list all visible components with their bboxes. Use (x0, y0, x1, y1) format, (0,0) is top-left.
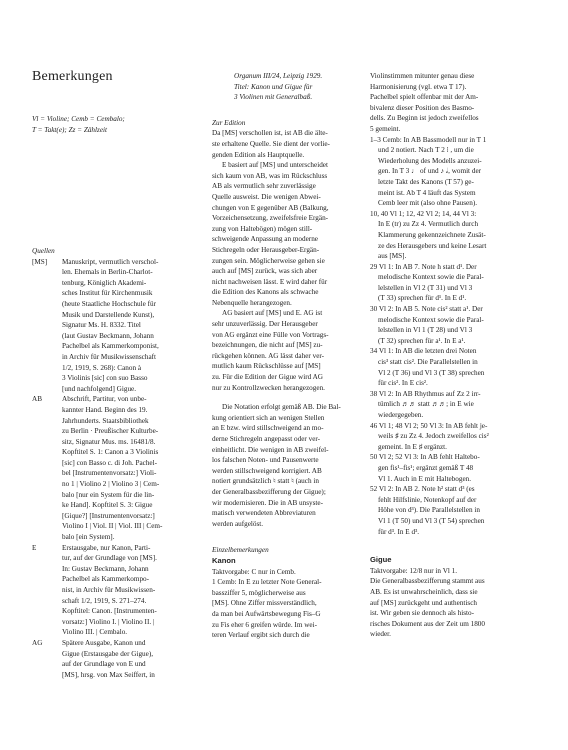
text-line: Titel: Kanon und Gigue für (234, 82, 313, 91)
text-line: mutlich kaum Rückschlüsse auf [MS] (212, 362, 321, 371)
text-line: sitz, Signatur Mus. ms. 16481/8. (62, 437, 156, 446)
text-line: 38 Vl 2: In AB Rhythmus auf Zz 2 irr- (370, 389, 481, 398)
text-line: Taktvorgabe: 12/8 nur in Vl 1. (370, 566, 458, 575)
text-line: (laut Gustav Beckmann, Johann (62, 331, 154, 340)
source-siglum: AG (32, 638, 43, 647)
text-line: 10, 40 Vl 1; 12, 42 Vl 2; 14, 44 Vl 3: (370, 209, 477, 218)
text-line: Taktvorgabe: C nur in Cemb. (212, 567, 296, 576)
source-entry (32, 638, 194, 680)
text-line: und 2 notiert. Nach T 2 ⁞ , um die (378, 146, 474, 155)
text-line: für d³. In E d³. (378, 527, 420, 536)
text-line: 29 Vl 1: In AB 7. Note h statt d¹. Der (370, 262, 477, 271)
text-line: 30 Vl 2: In AB 5. Note cis² statt a¹. Der (370, 305, 483, 314)
text-line: lelstellen in Vl 1 (T 28) und Vl 3 (378, 326, 473, 335)
note-entry (370, 135, 538, 209)
sources-list (32, 257, 194, 681)
abbrev-line: Vl = Violine; Cemb = Cembalo; (32, 115, 125, 123)
text-line: Kopftitel: Canon. [Instrumenten- (62, 607, 157, 616)
text-line: Klammerung gekennzeichnete Zusät- (378, 230, 486, 239)
text-line: werden aufgelöst. (212, 519, 264, 528)
text-line: tur, auf der Grundlage von [MS]. (62, 554, 157, 563)
gigue-heading: Gigue (370, 555, 392, 565)
text-line: meint ist. Ab T 4 läuft das System (378, 188, 476, 197)
text-line: Jahrhunderts. Staatsbibliothek (62, 416, 149, 425)
text-line: von AG ergänzt eine Fülle von Vortrags- (212, 330, 329, 339)
note-entry (370, 304, 538, 346)
text-line: da man bei Aufwärtsbewegung Fis–G (212, 609, 321, 618)
text-line: notiert grundsätzlich ♮ statt ♮ (auch in (212, 477, 319, 486)
text-line: (T 33) sprechen für d¹. In E d¹. (378, 294, 467, 303)
text-line: 52 Vl 2: In AB 2. Note h² statt d³ (es (370, 485, 475, 494)
text-line: wieder. (370, 630, 391, 639)
text-line: Kopftitel S. 1: Canon a 3 Violinis (62, 448, 159, 457)
text-line: wir modernisieren. Die in AB unsyste- (212, 498, 323, 507)
text-line: zungen sein. Möglicherweise gehen sie (212, 256, 325, 265)
text-line: nicht nachweisen lässt. E wird daher für (212, 277, 328, 286)
text-line: sehr unzuverlässig. Der Herausgeber (212, 320, 318, 329)
text-line: tenburg, Königlich Akademi- (62, 278, 147, 287)
text-line: Vl 1 (T 50) und Vl 3 (T 54) sprechen (378, 516, 485, 525)
text-line: schweigende Anpassung an moderne (212, 235, 318, 244)
text-line: cis³ statt cis². Die Parallelstellen in (378, 358, 478, 367)
text-line: in Archiv für Musikwissenschaft (62, 352, 157, 361)
text-line: [und nachfolgend] Gigue. (62, 384, 137, 393)
paragraph (212, 128, 358, 160)
kanon-text (212, 567, 358, 641)
text-line: gen fis¹–fis¹; ergänzt gemäß T 48 (378, 463, 474, 472)
text-line: auf der Grundlage von E und (62, 660, 146, 669)
page-title: Bemerkungen (32, 69, 113, 84)
source-entry (32, 543, 194, 638)
note-entry (370, 209, 538, 262)
text-line: ist. Wir geben sie dennoch als histo- (370, 609, 474, 618)
text-line: an E bzw. wird stillschweigend an mo- (212, 424, 324, 433)
note-entry (370, 452, 538, 484)
text-line: 3 Violinis [sic] con suo Basso (62, 374, 148, 383)
abbreviations (32, 114, 194, 135)
text-line: [MS]. Ohne Ziffer missverständlich, (212, 599, 317, 608)
text-line: teren Verlauf ergibt sich durch die (212, 631, 310, 640)
text-line: auch auf [MS] zurück, was sich aber (212, 267, 318, 276)
sources-section (32, 246, 194, 680)
text-line: bel [Instrumentenvorsatz:] Violi- (62, 469, 157, 478)
text-line: los falschen Noten- und Pausenwerte (212, 456, 319, 465)
text-line: zung von Haltebögen) mögen still- (212, 224, 313, 233)
text-line: Wiederholung des Modells anzuzei- (378, 156, 482, 165)
text-line: Pachelbel als Kammerkomponist, (62, 342, 159, 351)
text-line: die Edition des Kanons als schwache (212, 288, 319, 297)
text-line: chungen von E gegenüber AB (Balkung, (212, 203, 329, 212)
text-line: Stichregeln oder Herausgeber-Ergän- (212, 245, 320, 254)
text-line: genden Edition als Hauptquelle. (212, 150, 305, 159)
zur-edition-heading: Zur Edition (212, 118, 246, 127)
text-line: 46 Vl 1; 48 Vl 2; 50 Vl 3: In AB fehlt je- (370, 421, 488, 430)
text-line: Die Generalbassbezifferung stammt aus (370, 577, 485, 586)
text-line: gemeint. In E ♯ ergänzt. (378, 442, 447, 451)
source-siglum: [MS] (32, 257, 48, 266)
text-line: balo [nur ein System für die lin- (62, 490, 155, 499)
text-line: melodische Kontext sowie die Paral- (378, 315, 484, 324)
paragraph (212, 160, 358, 308)
text-line: len. Ehemals in Berlin-Charlot- (62, 268, 153, 277)
text-line: zu Berlin · Preußischer Kulturbe- (62, 427, 159, 436)
text-line: Harmonisierung (vgl. etwa T 17). (370, 82, 467, 91)
text-line: ke Hand]. Kopftitel S. 3: Gigue (62, 501, 153, 510)
source-ag-continuation (212, 71, 358, 103)
text-line: werden stillschweigend korrigiert. AB (212, 466, 322, 475)
text-line: lelstellen in Vl 2 (T 31) und Vl 3 (378, 283, 473, 292)
text-line: fehlt Hilfslinie, Notenkopf auf der (378, 495, 477, 504)
text-line: In E (tr) zu Zz 4. Vermutlich durch (378, 220, 479, 229)
text-line: 5 gemeint. (370, 124, 401, 133)
text-line: E basiert auf [MS] und unterscheidet (222, 161, 328, 170)
text-line: ste erhaltene Quelle. Sie dient der vorlie- (212, 139, 330, 148)
text-line: Erstausgabe, nur Kanon, Parti- (62, 543, 151, 552)
text-line: kannter Hand. Beginn des 19. (62, 405, 148, 414)
text-line: Signatur Ms. H. 8332. Titel (62, 321, 141, 330)
text-line: letzte Takt des Kanons (T 57) ge- (378, 177, 474, 186)
text-line: 50 Vl 2; 52 Vl 3: In AB fehlt Haltebo- (370, 453, 480, 462)
text-line: Gigue (Erstausgabe der Gigue), (62, 649, 154, 658)
text-line: Manuskript, vermutlich verschol- (62, 257, 159, 266)
text-line: ze des Herausgebers und keine Lesart (378, 241, 487, 250)
text-line: 3 Violinen mit Generalbaß. (234, 93, 313, 102)
text-line: derne Stichregeln angepasst oder ver- (212, 435, 321, 443)
source-siglum: AB (32, 395, 42, 404)
text-line: no 1 | Violino 2 | Violino 3 | Cem- (62, 480, 160, 489)
text-line: auf [MS] zurückgeht und authentisch (370, 598, 477, 607)
text-line: Nebenquelle herangezogen. (212, 298, 292, 307)
text-line: Höhe von d³). Die Parallelstellen in (378, 506, 480, 515)
text-line: aus [MS]. (378, 252, 407, 261)
source-siglum: E (32, 543, 37, 552)
text-line: Violino I | Viol. II | Viol. III | Cem- (62, 522, 163, 531)
text-line: vorsatz:] Violino I. | Violino II. | (62, 617, 155, 626)
text-line: Vl 2 (T 36) und Vl 3 (T 38) sprechen (378, 368, 485, 377)
text-line: Pachelbel spielt offenbar mit der Am- (370, 93, 479, 102)
text-line: kung orientiert sich an wenigen Stellen (212, 413, 325, 422)
text-line: Organum III/24, Leipzig 1929. (234, 72, 323, 80)
text-line: (heute Staatliche Hochschule für (62, 299, 156, 308)
text-line: nist, in Archiv für Musikwissen- (62, 586, 156, 594)
paragraph (212, 402, 358, 529)
text-line: zu. Für die Edition der Gigue wird AG (212, 373, 323, 382)
col3-content (370, 71, 538, 640)
zur-edition-text (212, 128, 358, 529)
text-line: Musik und Darstellende Kunst), (62, 310, 155, 319)
text-line: tümlich ♬♬ statt ♬♬; in E wie (378, 400, 474, 409)
text-line: Cemb leer mit (also ohne Pausen). (378, 199, 478, 208)
text-line: Quelle ausweist. Die wenigen Abwei- (212, 192, 321, 201)
text-line: Violinstimmen mitunter genau diese (370, 72, 475, 80)
text-line: 1–3 Cemb: In AB Bassmodell nur in T 1 (370, 135, 487, 144)
text-line: sches Institut für Kirchenmusik (62, 289, 153, 298)
text-line: zu Fis eher 6 greifen würde. Im wei- (212, 620, 317, 629)
text-line: Vorzeichensetzung, zweifelsfreie Ergän- (212, 214, 329, 223)
note-entry (370, 262, 538, 304)
text-line: Violino III. | Cembalo. (62, 628, 128, 637)
text-line: schaft 1/2, 1919, S. 271–274. (62, 596, 147, 605)
text-line: nur zu Kontrollzwecken herangezogen. (212, 383, 325, 392)
text-line: bezeichnungen, die nicht auf [MS] zu- (212, 341, 323, 350)
text-line: AG basiert auf [MS] und E. AG ist (222, 309, 323, 318)
text-line: matisch verwendeten Abbreviaturen (212, 509, 316, 518)
paragraph (212, 308, 358, 393)
text-line: 34 Vl 1: In AB die letzten drei Noten (370, 347, 477, 356)
text-line: dells. Zu Beginn ist jedoch zweifellos (370, 114, 479, 123)
text-line: (T 32) sprechen für a¹. In E a¹. (378, 336, 466, 345)
text-line: [Gique?] [Instrumentenvorsatz:] (62, 511, 155, 520)
text-line: [sic] con Basso c. di Joh. Pachel- (62, 458, 158, 467)
kanon-heading: Kanon (212, 555, 236, 565)
text-line: Da [MS] verschollen ist, ist AB die älte- (212, 129, 328, 138)
text-line: Abschrift, Partitur, von unbe- (62, 395, 147, 404)
sources-heading: Quellen (32, 247, 55, 255)
text-line: AB als vermutlich sehr zuverlässige (212, 182, 316, 191)
text-line: 1 Cemb: In E zu letzter Note General- (212, 578, 322, 587)
kanon-notes (370, 135, 538, 538)
note-entry (370, 484, 538, 537)
text-line: balo [ein System]. (62, 533, 115, 542)
text-line: der Generalbassbezifferung der Gigue); (212, 487, 326, 496)
note-entry (370, 346, 538, 388)
text-line: bassziffer 5, möglicherweise aus (212, 588, 306, 597)
text-line: risches Dokument aus der Zeit um 1800 (370, 619, 485, 628)
text-line: In: Gustav Beckmann, Johann (62, 564, 149, 573)
text-line: bivalenz dieser Position des Basmo- (370, 103, 475, 112)
text-line: Spätere Ausgabe, Kanon und (62, 638, 146, 647)
text-line: AB. Es ist unwahrscheinlich, dass sie (370, 587, 478, 596)
text-line: sich kaum von AB, was im Rückschluss (212, 171, 328, 180)
gigue-text (370, 566, 538, 640)
text-line: Vl 1. Auch in E mit Haltebogen. (378, 474, 472, 483)
text-line: [MS], hrsg. von Max Seiffert, in (62, 670, 155, 679)
kanon-continuation (370, 71, 538, 135)
text-line: für cis². In E cis². (378, 379, 428, 388)
source-entry (32, 394, 194, 542)
source-entry (32, 257, 194, 395)
abbrev-line: T = Takt(e); Zz = Zählzeit (32, 125, 107, 134)
note-entry (370, 389, 538, 421)
text-line: gen. In T 3 ♩ of und ♪ 𝅗𝅥, womit der (378, 167, 482, 176)
text-line: 1/2, 1919, S. 268): Canon à (62, 363, 142, 372)
text-line: weils ♯ zu Zz 4. Jedoch zweifellos cis² (378, 432, 489, 441)
text-line: Die Notation erfolgt gemäß AB. Die Bal- (222, 403, 341, 412)
einzelbemerkungen-heading: Einzelbemerkungen (212, 546, 269, 555)
text-line: Pachelbel als Kammerkompo- (62, 575, 150, 584)
note-entry (370, 421, 538, 453)
text-line: einheitlicht. Die wenigen in AB zweifel- (212, 445, 329, 454)
text-line: melodische Kontext sowie die Paral- (378, 273, 484, 282)
text-line: rückgehen können. AG lässt daher ver- (212, 351, 325, 360)
text-line: wiedergegeben. (378, 411, 424, 419)
col2-content (212, 71, 358, 641)
